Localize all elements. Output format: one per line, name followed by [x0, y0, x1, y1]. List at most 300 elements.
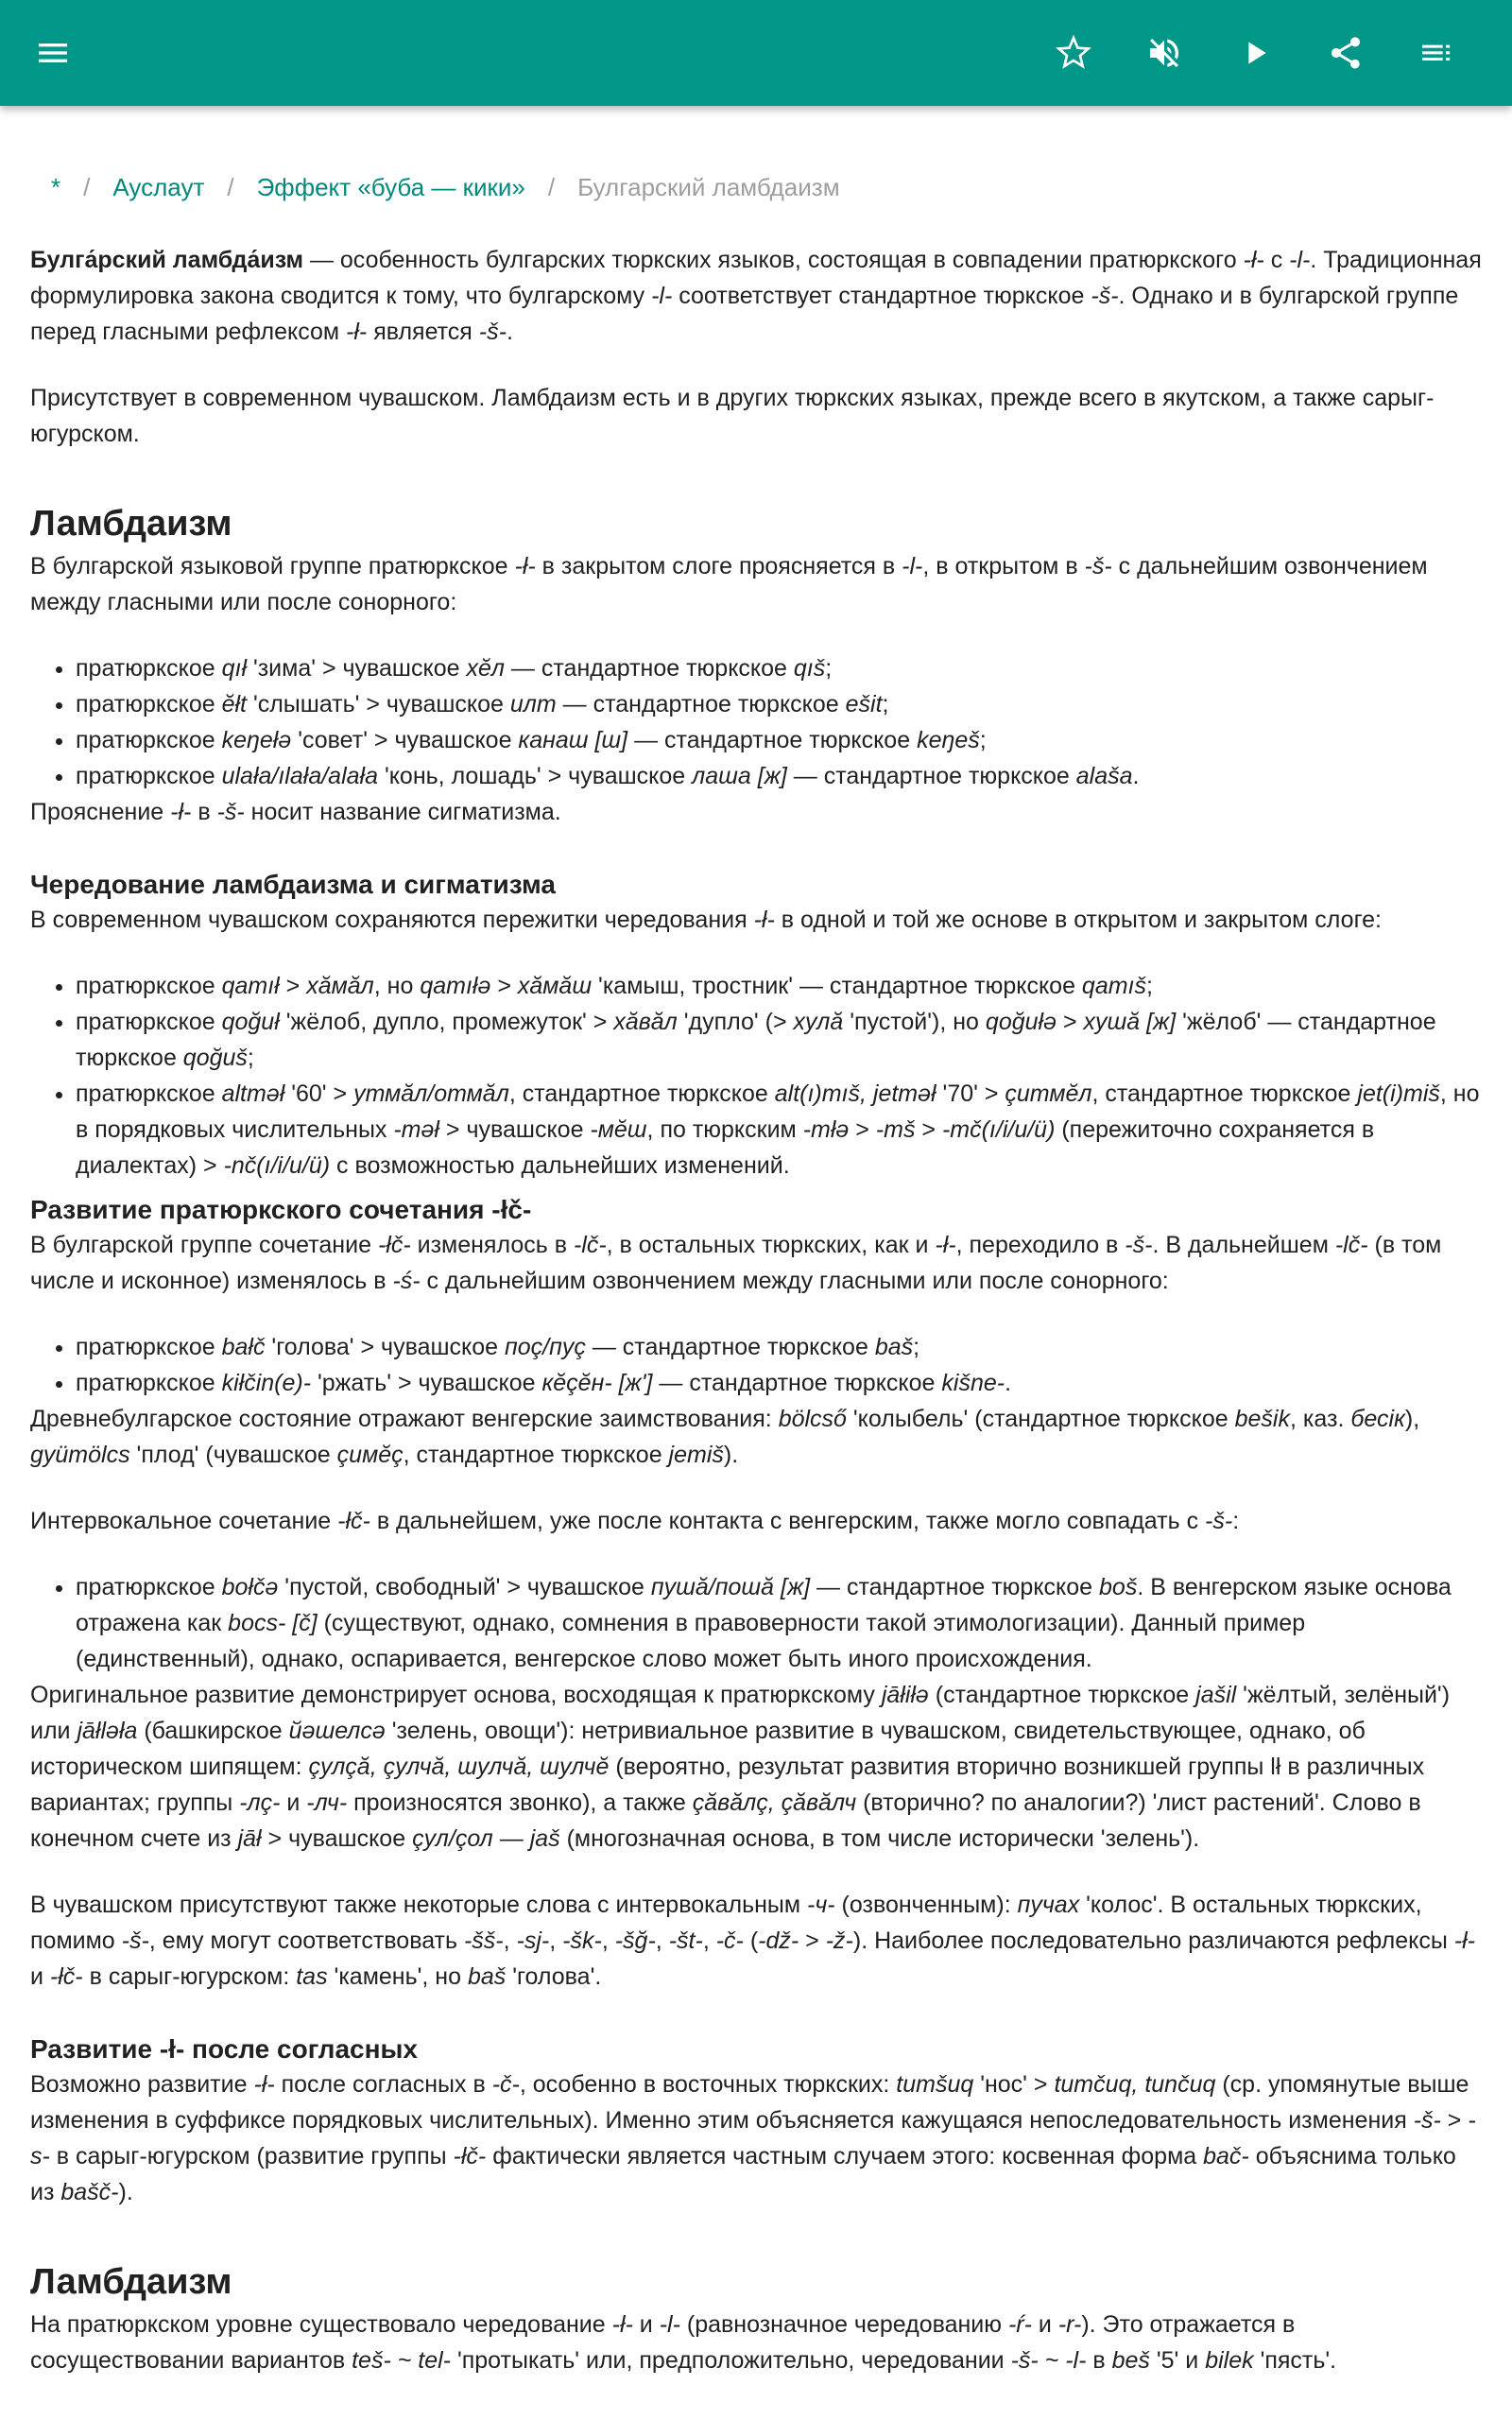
text-run: '60' > [284, 1080, 354, 1107]
italic-term: хăвăл [613, 1009, 678, 1035]
text-run: Оригинальное развитие демонстрирует основа, восходящая к пратюркскому [30, 1682, 882, 1708]
text-run: > [849, 1116, 876, 1143]
italic-term: -š- [478, 319, 507, 345]
paragraph [30, 1887, 1482, 1995]
contents-button[interactable] [1410, 26, 1463, 79]
list-item [76, 758, 1482, 794]
star-outline-icon [1055, 34, 1092, 72]
text-run: > [490, 973, 518, 999]
paragraph [30, 2066, 1482, 2210]
text-run: ). Это отражается в сосуществовании вариантов [30, 2311, 1296, 2374]
text-run: (равнозначное чередованию [679, 2311, 1008, 2338]
italic-term: jāł [237, 1825, 262, 1852]
breadcrumb-auslaut-link[interactable]: Ауслаут [112, 173, 205, 201]
text-run: пратюркское [76, 691, 222, 717]
text-run: > [799, 1927, 826, 1954]
text-run: . В дальнейшем [1152, 1232, 1335, 1258]
text-run: ). [723, 1442, 739, 1468]
list-item [76, 1365, 1482, 1401]
text-run: после согласных в [274, 2071, 492, 2098]
italic-term: -l- [659, 2311, 680, 2338]
italic-term: -l- [902, 553, 923, 579]
example-list [30, 1329, 1482, 1401]
italic-term: -l- [1289, 247, 1311, 273]
list-item [76, 1329, 1482, 1365]
text-run: ( [743, 1927, 759, 1954]
text-run: в закрытом слоге проясняется в [535, 553, 902, 579]
italic-term: -nč(ı/i/u/ü) [223, 1152, 331, 1179]
text-run: с возможностью дальнейших изменений. [330, 1152, 790, 1179]
text-run: пратюркское [76, 1334, 222, 1360]
text-run: , в остальных тюркских, как и [606, 1232, 936, 1258]
text-run: (стандартное тюркское [928, 1682, 1196, 1708]
text-run: (ср. упомянутые выше изменения в суффиксе порядковых числительных). Именно этим объясняется кажущаяся непоследовательность изменения [30, 2071, 1469, 2134]
text-run: > [915, 1116, 942, 1143]
text-run: фактически является частным случаем этого: косвенная форма [486, 2143, 1204, 2169]
text-run: в одной и той же основе в открытом и закрытом слоге: [774, 907, 1382, 933]
text-run: 'конь, лошадь' > чувашское [378, 763, 693, 789]
text-run: пратюркское [76, 1370, 222, 1396]
italic-term: -š- [1084, 553, 1112, 579]
text-run: 'жёлоб, дупло, промежуток' > [279, 1009, 614, 1035]
text-run: '5' и [1149, 2347, 1206, 2374]
italic-term: -š- [1091, 283, 1119, 309]
italic-term: -ч- [807, 1892, 835, 1918]
menu-icon [34, 34, 72, 72]
italic-term: -łč- [49, 1963, 83, 1990]
text-run: Ламбдаизм [30, 504, 232, 544]
text-run: — стандартное тюркское [585, 1334, 875, 1360]
text-run: , но [373, 973, 421, 999]
italic-term: -l- [651, 283, 673, 309]
text-run: , переходило в [955, 1232, 1125, 1258]
example-list [30, 650, 1482, 794]
text-run: Развитие -ł- после согласных [30, 2034, 419, 2064]
list-item [76, 722, 1482, 758]
text-run: объяснима только из [30, 2143, 1456, 2205]
text-run: в сарыг-югурском: [82, 1963, 297, 1990]
italic-term: keŋełə [221, 727, 292, 753]
italic-term: çулçă, çулчă, шулчă, шулчĕ [308, 1754, 610, 1780]
italic-term: -ł- [170, 799, 192, 825]
text-run: 'жёлтый, зелёный') или [30, 1682, 1451, 1744]
text-run: носит название сигматизма. [244, 799, 561, 825]
italic-term: -š- [1413, 2107, 1441, 2134]
italic-term: jaš [529, 1825, 560, 1852]
text-run: ; [825, 655, 833, 682]
text-run: , [503, 1927, 517, 1954]
text-run: пратюркское [76, 1080, 222, 1107]
italic-term: -š- [121, 1927, 149, 1954]
text-run: и [30, 1963, 50, 1990]
text-run: 'совет' > чувашское [291, 727, 519, 753]
italic-term: kiłčin(e)- [221, 1370, 312, 1396]
italic-term: çимĕç [336, 1442, 404, 1468]
text-run: 'зелень, овощи'): нетривиальное развитие в чувашском, свидетельствующее, однако, об историческом шипящем: [30, 1718, 1366, 1780]
italic-term: лаша [ж] [692, 763, 787, 789]
list-item [76, 686, 1482, 722]
italic-term: qıš [793, 655, 826, 682]
mute-button[interactable] [1138, 26, 1191, 79]
text-run: (вероятно, результат развития вторично возникшей группы lł в различных вариантах; группы [30, 1754, 1425, 1816]
app-bar [0, 0, 1512, 106]
text-run: В булгарской группе сочетание [30, 1232, 378, 1258]
italic-term: qamıł [221, 973, 280, 999]
text-run: пратюркское [76, 1574, 222, 1600]
italic-term: kišne- [941, 1370, 1005, 1396]
subsection-heading [30, 1193, 1482, 1227]
text-run: , но в порядковых числительных [76, 1080, 1480, 1143]
text-run: 'голова' > чувашское [265, 1334, 506, 1360]
text-run: в [1086, 2347, 1112, 2374]
breadcrumb-bouba-kiki-link[interactable]: Эффект «буба — кики» [256, 173, 525, 201]
italic-term: -š- ~ -l- [1010, 2347, 1087, 2374]
italic-term: -łč- [337, 1508, 370, 1534]
italic-term: qoğułə [985, 1009, 1057, 1035]
text-run: является [367, 319, 479, 345]
italic-term: -лç- [239, 1789, 281, 1816]
paragraph [30, 794, 1482, 830]
italic-term: -mš [875, 1116, 916, 1143]
italic-term: -łč- [377, 1232, 411, 1258]
breadcrumb-current: Булгарский ламбдаизм [577, 173, 840, 201]
text-run: 'пустой'), но [843, 1009, 986, 1035]
text-run: (башкирское [137, 1718, 289, 1744]
italic-term: пучах [1017, 1892, 1080, 1918]
text-run: ), [1404, 1406, 1420, 1432]
italic-term: ešit [845, 691, 883, 717]
subsection-heading [30, 868, 1482, 902]
text-run: 'пустой, свободный' > чувашское [278, 1574, 651, 1600]
italic-term: -s- [30, 2107, 1476, 2169]
text-run: , [601, 1927, 615, 1954]
italic-term: qoğuš [182, 1045, 248, 1071]
italic-term: хĕл [466, 655, 505, 682]
italic-term: йәшелсә [288, 1718, 386, 1744]
text-run: 'плод' (чувашское [129, 1442, 337, 1468]
text-run: 'жёлоб' — стандартное тюркское [76, 1009, 1436, 1071]
text-run: , [549, 1927, 563, 1954]
text-run: пратюркское [76, 1009, 222, 1035]
text-run: На пратюркском уровне существовало чередование [30, 2311, 612, 2338]
text-run: ; [247, 1045, 254, 1071]
text-run: изменялось в [410, 1232, 574, 1258]
text-run: в дальнейшем, уже после контакта с венгерским, также могло совпадать с [369, 1508, 1206, 1534]
text-run: Ламбдаизм [30, 2262, 232, 2302]
text-run: пратюркское [76, 763, 222, 789]
text-run: В булгарской языковой группе пратюркское [30, 553, 515, 579]
text-run: , [655, 1927, 669, 1954]
text-run: в [191, 799, 217, 825]
text-run: с дальнейшим озвончением между гласными или после сонорного: [420, 1268, 1169, 1294]
section-heading [30, 501, 1482, 546]
example-list [30, 1569, 1482, 1677]
italic-term: bešik [1234, 1406, 1290, 1432]
italic-term: -šš- [463, 1927, 504, 1954]
italic-term: -ł- [1453, 1927, 1475, 1954]
italic-term: -lč- [1334, 1232, 1368, 1258]
text-run: (в том числе и исконное) изменялось в [30, 1232, 1442, 1294]
text-run: , [702, 1927, 716, 1954]
italic-term: bałč [221, 1334, 266, 1360]
italic-term: -ł- [935, 1232, 956, 1258]
text-run: в сарыг-югурском (развитие группы [49, 2143, 454, 2169]
text-run: 'нос' > [973, 2071, 1055, 2098]
italic-term: -ś- [392, 1268, 421, 1294]
text-run: : [1232, 1508, 1240, 1534]
italic-term: -ł- [753, 907, 775, 933]
list-item [76, 968, 1482, 1004]
text-run: Присутствует в современном чувашском. Ламбдаизм есть и в других тюркских языках, прежде всего в якутском, а также сарыг-югурском. [30, 385, 1435, 447]
italic-term: altməł [221, 1080, 285, 1107]
italic-term: -dž- [758, 1927, 799, 1954]
text-run: , ему могут соответствовать [148, 1927, 464, 1954]
text-run: (озвонченным): [834, 1892, 1018, 1918]
paragraph [30, 1677, 1482, 1857]
italic-term: alt(ı)mıš, jetməł [774, 1080, 936, 1107]
italic-term: хулă [793, 1009, 844, 1035]
text-run: соответствует стандартное тюркское [672, 283, 1091, 309]
text-run: пратюркское [76, 973, 222, 999]
text-run: пратюркское [76, 655, 222, 682]
italic-term: çул/çол [412, 1825, 493, 1852]
text-run: — особенность булгарских тюркских языков, состоящая в совпадении пратюркского [303, 247, 1244, 273]
text-run: 'протыкать' или, предположительно, чередовании [451, 2347, 1011, 2374]
text-run: 'колос'. В остальных тюркских, помимо [30, 1892, 1422, 1954]
paragraph [30, 548, 1482, 620]
text-run: — стандартное тюркское [504, 655, 794, 682]
italic-term: хăмăш [517, 973, 593, 999]
italic-term: -ł- [346, 319, 368, 345]
italic-term: илт [509, 691, 557, 717]
breadcrumb-root-link[interactable]: * [51, 173, 61, 201]
text-run: Древнебулгарское состояние отражают венгерские заимствования: [30, 1406, 779, 1432]
italic-term: бесік [1350, 1406, 1405, 1432]
italic-term: -š- [1205, 1508, 1233, 1534]
text-run: '70' > [936, 1080, 1005, 1107]
text-run: 'голова'. [506, 1963, 602, 1990]
italic-term: jet(i)miš [1357, 1080, 1440, 1107]
section-heading [30, 2259, 1482, 2305]
text-run: 'камень', но [327, 1963, 468, 1990]
play-button[interactable] [1228, 26, 1281, 79]
italic-term: qamıš [1081, 973, 1147, 999]
italic-term: -məł [393, 1116, 439, 1143]
text-run: с дальнейшим озвончением между гласными или после сонорного: [30, 553, 1428, 615]
text-run: . В венгерском языке основа отражена как [76, 1574, 1452, 1636]
share-button[interactable] [1319, 26, 1372, 79]
italic-term: tumšuq [896, 2071, 974, 2098]
italic-term: ĕłt [221, 691, 247, 717]
paragraph [30, 1401, 1482, 1473]
italic-term: -ł- [514, 553, 536, 579]
text-run: 'слышать' > чувашское [247, 691, 510, 717]
italic-term: keŋeš [917, 727, 980, 753]
text-run: Развитие пратюркского сочетания -łč- [30, 1195, 532, 1224]
italic-term: -мĕш [590, 1116, 647, 1143]
italic-term: alaša [1075, 763, 1133, 789]
italic-term: -łč- [453, 2143, 487, 2169]
breadcrumb-separator: / [547, 173, 556, 201]
text-run: Прояснение [30, 799, 171, 825]
subsection-heading [30, 2032, 1482, 2066]
text-run: . Традиционная формулировка закона сводится к тому, что булгарскому [30, 247, 1482, 309]
italic-term: -lč- [573, 1232, 607, 1258]
text-run: 'пясть'. [1253, 2347, 1337, 2374]
text-run: > [1440, 2107, 1469, 2134]
breadcrumb-separator: / [83, 173, 91, 201]
text-run: В чувашском присутствуют также некоторые слова с интервокальным [30, 1892, 808, 1918]
paragraph [30, 2307, 1482, 2378]
text-run: (вторично? по аналогии?) 'лист растений'. Слово в конечном счете из [30, 1789, 1421, 1852]
italic-term: jašil [1195, 1682, 1237, 1708]
text-run: и [280, 1789, 307, 1816]
text-run: ; [913, 1334, 920, 1360]
italic-term: bołčə [221, 1574, 279, 1600]
text-run: 'ржать' > чувашское [311, 1370, 542, 1396]
italic-term: -š- [1125, 1232, 1153, 1258]
text-run: ; [979, 727, 987, 753]
italic-term: gyümölcs [30, 1442, 130, 1468]
italic-term: qoğuł [221, 1009, 280, 1035]
text-run: — стандартное тюркское [652, 1370, 942, 1396]
italic-term: çăвăлç, çăвăлч [692, 1789, 857, 1816]
text-run: Интервокальное сочетание [30, 1508, 338, 1534]
italic-term: jemiš [668, 1442, 724, 1468]
text-run: 'зима' > чувашское [247, 655, 467, 682]
bookmark-button[interactable] [1047, 26, 1100, 79]
list-item [76, 650, 1482, 686]
text-run: ; [882, 691, 889, 717]
italic-term: qamıłə [420, 973, 491, 999]
list-item [76, 1004, 1482, 1076]
text-run: , каз. [1289, 1406, 1351, 1432]
text-run: ). Наиболее последовательно различаются рефлексы [852, 1927, 1454, 1954]
text-run: 'камыш, тростник' — стандартное тюркское [592, 973, 1082, 999]
italic-term: bašč- [60, 2179, 119, 2205]
italic-term: -šğ- [614, 1927, 656, 1954]
italic-term: кĕçĕн- [ж'] [541, 1370, 653, 1396]
breadcrumb [51, 142, 1482, 233]
italic-term: bölcső [778, 1406, 847, 1432]
italic-term: bač- [1203, 2143, 1249, 2169]
text-run: В современном чувашском сохраняются пережитки чередования [30, 907, 754, 933]
text-run: ). [118, 2179, 133, 2205]
italic-term: -š- [216, 799, 245, 825]
italic-term: qıł [221, 655, 247, 682]
text-run: , стандартное тюркское [1091, 1080, 1358, 1107]
text-run: , в открытом в [922, 553, 1085, 579]
italic-term: -ž- [825, 1927, 853, 1954]
text-run: (пережиточно сохраняется в диалектах) > [76, 1116, 1375, 1179]
italic-term: çитмĕл [1005, 1080, 1092, 1107]
text-run: 'дупло' (> [677, 1009, 794, 1035]
text-run: , стандартное тюркское [508, 1080, 775, 1107]
text-run: . [506, 319, 513, 345]
text-run: > [279, 973, 307, 999]
list-icon [1418, 34, 1455, 72]
text-run: > [1057, 1009, 1084, 1035]
list-item [76, 1569, 1482, 1677]
text-run: , по тюркским [646, 1116, 803, 1143]
italic-term: bocs- [č] [228, 1610, 318, 1636]
paragraph [30, 1503, 1482, 1539]
text-run: произносятся звонко), а также [347, 1789, 693, 1816]
text-run: с [1263, 247, 1290, 273]
italic-term: -młə [802, 1116, 850, 1143]
text-run: (существуют, однако, сомнения в правоверности такой этимологизации). Данный пример (единственный), однако, оспаривается, венгерское слово может быть иного происхождения. [76, 1610, 1306, 1672]
italic-term: -št- [668, 1927, 703, 1954]
italic-term: baš [874, 1334, 914, 1360]
paragraph [30, 1227, 1482, 1299]
italic-term: хăмăл [306, 973, 374, 999]
list-item [76, 1076, 1482, 1184]
text-run: — стандартное тюркское [786, 763, 1076, 789]
text-run: (многозначная основа, в том числе исторически 'зелень'). [559, 1825, 1200, 1852]
italic-term: -ł- [611, 2311, 633, 2338]
text-run: , стандартное тюркское [403, 1442, 669, 1468]
text-run: — стандартное тюркское [556, 691, 846, 717]
menu-button[interactable] [26, 26, 79, 79]
text-run: 'колыбель' (стандартное тюркское [846, 1406, 1235, 1432]
article [30, 142, 1482, 2378]
italic-term: -ł- [1243, 247, 1264, 273]
italic-term: хушă [ж] [1083, 1009, 1177, 1035]
text-run: Возможно развитие [30, 2071, 254, 2098]
italic-term: tas [296, 1963, 328, 1990]
paragraph [30, 242, 1482, 350]
italic-term: поç/пуç [505, 1334, 586, 1360]
example-list [30, 968, 1482, 1184]
share-icon [1327, 34, 1365, 72]
text-run: . Однако и в булгарской группе перед гласными рефлексом [30, 283, 1459, 345]
play-icon [1236, 34, 1274, 72]
italic-term: канаш [ш] [518, 727, 628, 753]
italic-term: -sj- [516, 1927, 550, 1954]
text-run: , особенно в восточных тюркских: [519, 2071, 897, 2098]
italic-term: -mč(ı/i/u/ü) [941, 1116, 1056, 1143]
text-run: — [492, 1825, 530, 1852]
text-run: и [1031, 2311, 1058, 2338]
italic-term: пушă/пошă [ж] [650, 1574, 811, 1600]
text-run: . [1132, 763, 1140, 789]
text-run: — стандартное тюркское [810, 1574, 1100, 1600]
text-run: . [1005, 1370, 1012, 1396]
volume-off-icon [1145, 34, 1183, 72]
italic-term: ulała/ılała/alała [221, 763, 378, 789]
italic-term: -č- [715, 1927, 744, 1954]
italic-term: beš [1111, 2347, 1150, 2374]
italic-term: -č- [491, 2071, 520, 2098]
text-run: Чередование ламбдаизма и сигматизма [30, 870, 556, 899]
bold-term: Булга́рский ламбда́изм [30, 247, 303, 273]
italic-term: -r- [1057, 2311, 1082, 2338]
italic-term: bilek [1205, 2347, 1254, 2374]
text-run: > чувашское [438, 1116, 591, 1143]
italic-term: teš- ~ tel- [352, 2347, 452, 2374]
text-run: > чувашское [261, 1825, 413, 1852]
italic-term: tumčuq, tunčuq [1054, 2071, 1216, 2098]
italic-term: jāłiłə [881, 1682, 929, 1708]
paragraph [30, 380, 1482, 452]
italic-term: boš [1099, 1574, 1138, 1600]
italic-term: -ŕ- [1007, 2311, 1032, 2338]
breadcrumb-separator: / [227, 173, 234, 201]
italic-term: jāłləła [77, 1718, 138, 1744]
italic-term: утмăл/отмăл [353, 1080, 509, 1107]
text-run: пратюркское [76, 727, 222, 753]
italic-term: -ł- [253, 2071, 275, 2098]
